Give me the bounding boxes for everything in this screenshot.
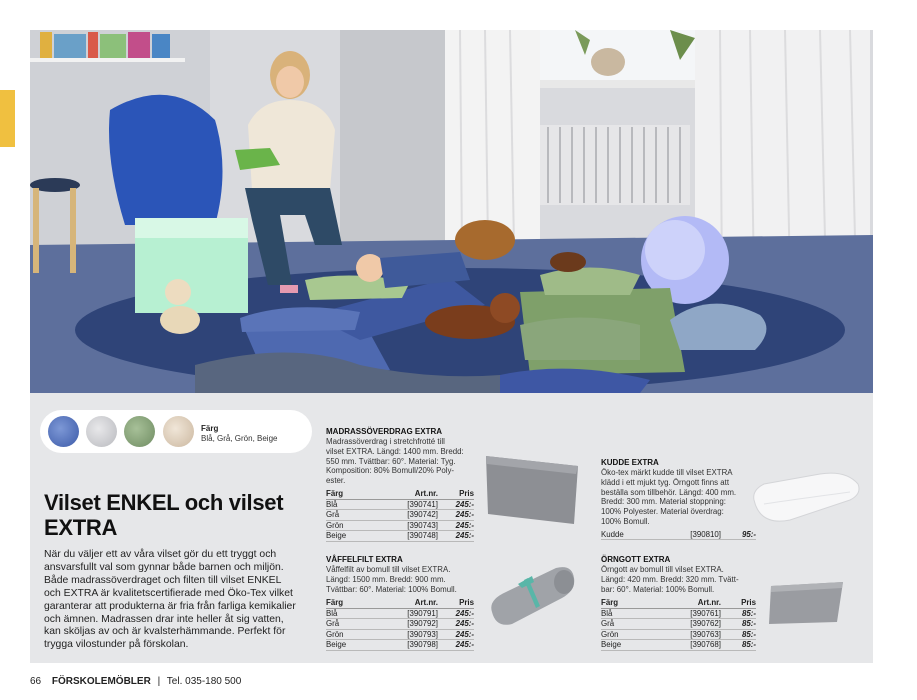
cell-price: 85:- [721,640,756,651]
desc-line: Öko-tex märkt kudde till vilset EXTRA [601,468,733,477]
desc-line: Längd: 420 mm. Bredd: 320 mm. Tvätt- [601,574,739,584]
page-heading: Vilset ENKEL och vilset EXTRA [44,490,284,540]
madrass-description [326,437,476,486]
cell-price: 245:- [438,499,474,510]
table-row [326,619,474,630]
col-header-price: Pris [438,597,474,608]
cell-price: 85:- [721,608,756,619]
desc-line: 100% Polyester. Material överdrag: [601,507,724,517]
filt-description [326,565,476,594]
cell-price: 245:- [438,629,474,640]
desc-line: Tvättbar: 60°. Material: 100% Bomull. [326,584,457,594]
pillowcase-image [765,578,847,628]
filt-title: VÅFFELFILT EXTRA [326,555,403,564]
cell-product: Kudde [601,529,656,540]
col-header-color: Färg [326,488,376,499]
section-tab-marker [0,90,15,147]
table-row [326,510,474,521]
cell-price: 245:- [438,510,474,521]
page-number: 66 [30,676,42,687]
desc-line: vilset EXTRA. Längd: 1400 mm. Bredd: [326,446,464,456]
table-row [601,640,756,651]
desc-line: Örngott av bomull till vilset EXTRA. [601,565,724,574]
cell-color: Beige [326,640,376,651]
intro-line: När du väljer ett av våra vilset gör du ett tryggt och [44,549,277,560]
hero-illustration [30,30,873,393]
desc-line: Madrassöverdrag i stretchfrotté till [326,437,445,446]
table-row [601,529,756,540]
cell-price: 245:- [438,640,474,651]
col-header-color: Färg [601,597,656,608]
mattress-cover-image [482,452,582,532]
col-header-color: Färg [326,597,376,608]
cell-artnr: [390743] [376,520,438,531]
cell-color: Blå [326,499,376,510]
swatch-color-list: Blå, Grå, Grön, Beige [201,434,278,443]
desc-line: bar: 60°. Material: 100% Bomull. [601,584,715,594]
cell-color: Grön [326,629,376,640]
cell-artnr: [390748] [376,531,438,542]
madrass-title: MADRASSÖVERDRAG EXTRA [326,427,443,436]
cell-price: 245:- [438,520,474,531]
intro-line: kan sköljas av och är kvalsterhämmande. Perfekt för [44,626,286,638]
desc-line: 100% Bomull. [601,516,650,526]
cell-color: Blå [326,608,376,619]
rolled-blanket-image [486,562,578,632]
cell-price: 245:- [438,608,474,619]
table-row [601,629,756,640]
cell-color: Grön [601,629,656,640]
intro-line: och ämnen. Madrassen drar inte heller åt sig vatten, [44,613,284,625]
cell-price: 85:- [721,629,756,640]
intro-line: Både madrassöverdraget och filten till vilset ENKEL [44,574,282,586]
cell-artnr: [390761] [656,608,721,619]
madrass-price-table [326,488,474,542]
cell-color: Grå [326,510,376,521]
table-header-row [326,488,474,499]
cell-color: Beige [326,531,376,542]
cell-artnr: [390741] [376,499,438,510]
col-header-artnr: Art.nr. [376,488,438,499]
desc-line: Bredd: 300 mm. Material stoppning: [601,497,726,507]
table-row [326,499,474,510]
cell-artnr: [390762] [656,619,721,630]
cell-artnr: [390763] [656,629,721,640]
page-footer [30,676,241,687]
col-header-price: Pris [438,488,474,499]
cell-price: 245:- [438,531,474,542]
cell-artnr: [390768] [656,640,721,651]
intro-paragraph [44,549,306,652]
kudde-description [601,468,751,527]
swatch-beige [163,416,194,447]
desc-line: 550 mm. Tvättbar: 60°. Material: Tyg. [326,456,456,466]
cell-price: 245:- [438,619,474,630]
hero-photo [30,30,873,393]
table-row [326,640,474,651]
desc-line: beställa som tillbehör. Längd: 400 mm. [601,487,737,497]
footer-phone: Tel. 035-180 500 [166,676,242,687]
table-row [326,520,474,531]
pillow-image [750,470,865,526]
cell-color: Blå [601,608,656,619]
intro-line: ansvarsfullt val som gynnar både barnen och miljön. [44,561,284,573]
footer-separator: | [157,676,161,687]
kudde-price-table [601,529,756,540]
kudde-title: KUDDE EXTRA [601,458,659,467]
cell-price: 85:- [721,619,756,630]
filt-price-table [326,597,474,651]
orngott-title: ÖRNGOTT EXTRA [601,555,671,564]
col-header-artnr: Art.nr. [656,597,721,608]
cell-artnr: [390742] [376,510,438,521]
intro-line: garanterar att produkterna är fria från farliga kemikalier [44,600,296,612]
table-row [326,608,474,619]
cell-color: Grön [326,520,376,531]
cell-color: Grå [601,619,656,630]
swatch-title: Färg [201,424,219,433]
footer-section-name: FÖRSKOLEMÖBLER [51,676,151,687]
table-row [326,531,474,542]
desc-line: klädd i ett mjukt tyg. Örngott finns att [601,477,730,487]
swatch-green [124,416,155,447]
cell-color: Grå [326,619,376,630]
cell-color: Beige [601,640,656,651]
table-header-row [601,597,756,608]
desc-line: Komposition: 80% Bomull/20% Poly- [326,466,455,476]
table-row [601,608,756,619]
cell-artnr: [390791] [376,608,438,619]
desc-line: ester. [326,476,346,486]
orngott-price-table [601,597,756,651]
intro-line: och EXTRA är kvalitetscertifierade med Öko-Tex vilket [44,587,293,599]
table-row [601,619,756,630]
col-header-artnr: Art.nr. [376,597,438,608]
cell-artnr: [390798] [376,640,438,651]
swatch-grey [86,416,117,447]
intro-line: trygga vilostunder på förskolan. [44,639,189,651]
desc-line: Våffelfilt av bomull till vilset EXTRA. [326,565,451,574]
cell-artnr: [390810] [656,529,721,540]
table-row [326,629,474,640]
cell-artnr: [390792] [376,619,438,630]
cell-artnr: [390793] [376,629,438,640]
orngott-description [601,565,751,594]
table-header-row [326,597,474,608]
cell-price: 95:- [721,529,756,540]
swatch-blue [48,416,79,447]
col-header-price: Pris [721,597,756,608]
desc-line: Längd: 1500 mm. Bredd: 900 mm. [326,574,446,584]
